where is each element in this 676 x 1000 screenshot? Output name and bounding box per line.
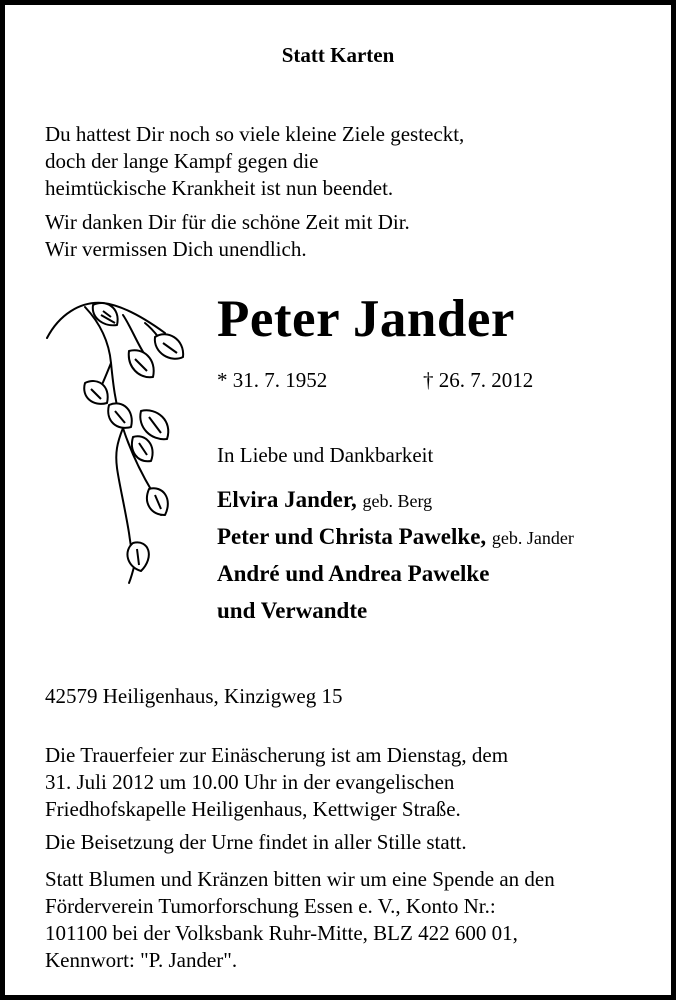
family-member-maiden: geb. Berg [362,491,433,511]
intro-line: Du hattest Dir noch so viele kleine Ziele gesteckt, [45,122,465,146]
family-member-name: und Verwandte [217,598,368,623]
thanks-line: Wir danken Dir für die schöne Zeit mit Dir. [45,210,410,234]
family-member-maiden: geb. Jander [491,528,574,548]
family-member-name: André und Andrea Pawelke [217,561,490,586]
family-member [217,561,489,587]
intro-line: heimtückische Krankheit ist nun beendet. [45,176,394,200]
donation-line: Förderverein Tumorforschung Essen e. V., Konto Nr.: [45,894,496,918]
family-member-name: Peter und Christa Pawelke, [217,524,487,549]
donation-text [45,866,555,974]
death-date: † 26. 7. 2012 [423,368,534,392]
burial-text: Die Beisetzung der Urne findet in aller Stille statt. [45,830,467,854]
birch-branch-icon [45,293,195,603]
deceased-name: Peter Jander [217,290,515,348]
service-line: Friedhofskapelle Heiligenhaus, Kettwiger Straße. [45,797,461,821]
family-member [217,598,367,624]
family-member [217,487,432,513]
heading: Statt Karten [281,43,395,67]
donation-line: 101100 bei der Volksbank Ruhr-Mitte, BLZ 422 600 01, [45,921,518,945]
intro-text [45,121,464,202]
service-text [45,742,508,823]
thanks-text [45,209,410,263]
thanks-line: Wir vermissen Dich unendlich. [45,237,307,261]
family-member [217,524,574,550]
service-line: 31. Juli 2012 um 10.00 Uhr in der evangelischen [45,770,455,794]
service-line: Die Trauerfeier zur Einäscherung ist am Dienstag, dem [45,743,509,767]
birth-date: * 31. 7. 1952 [217,368,328,392]
donation-line: Kennwort: "P. Jander". [45,948,238,972]
intro-line: doch der lange Kampf gegen die [45,149,319,173]
family-member-name: Elvira Jander, [217,487,357,512]
mourners-intro: In Liebe und Dankbarkeit [217,443,434,467]
donation-line: Statt Blumen und Kränzen bitten wir um eine Spende an den [45,867,555,891]
address: 42579 Heiligenhaus, Kinzigweg 15 [45,684,343,708]
